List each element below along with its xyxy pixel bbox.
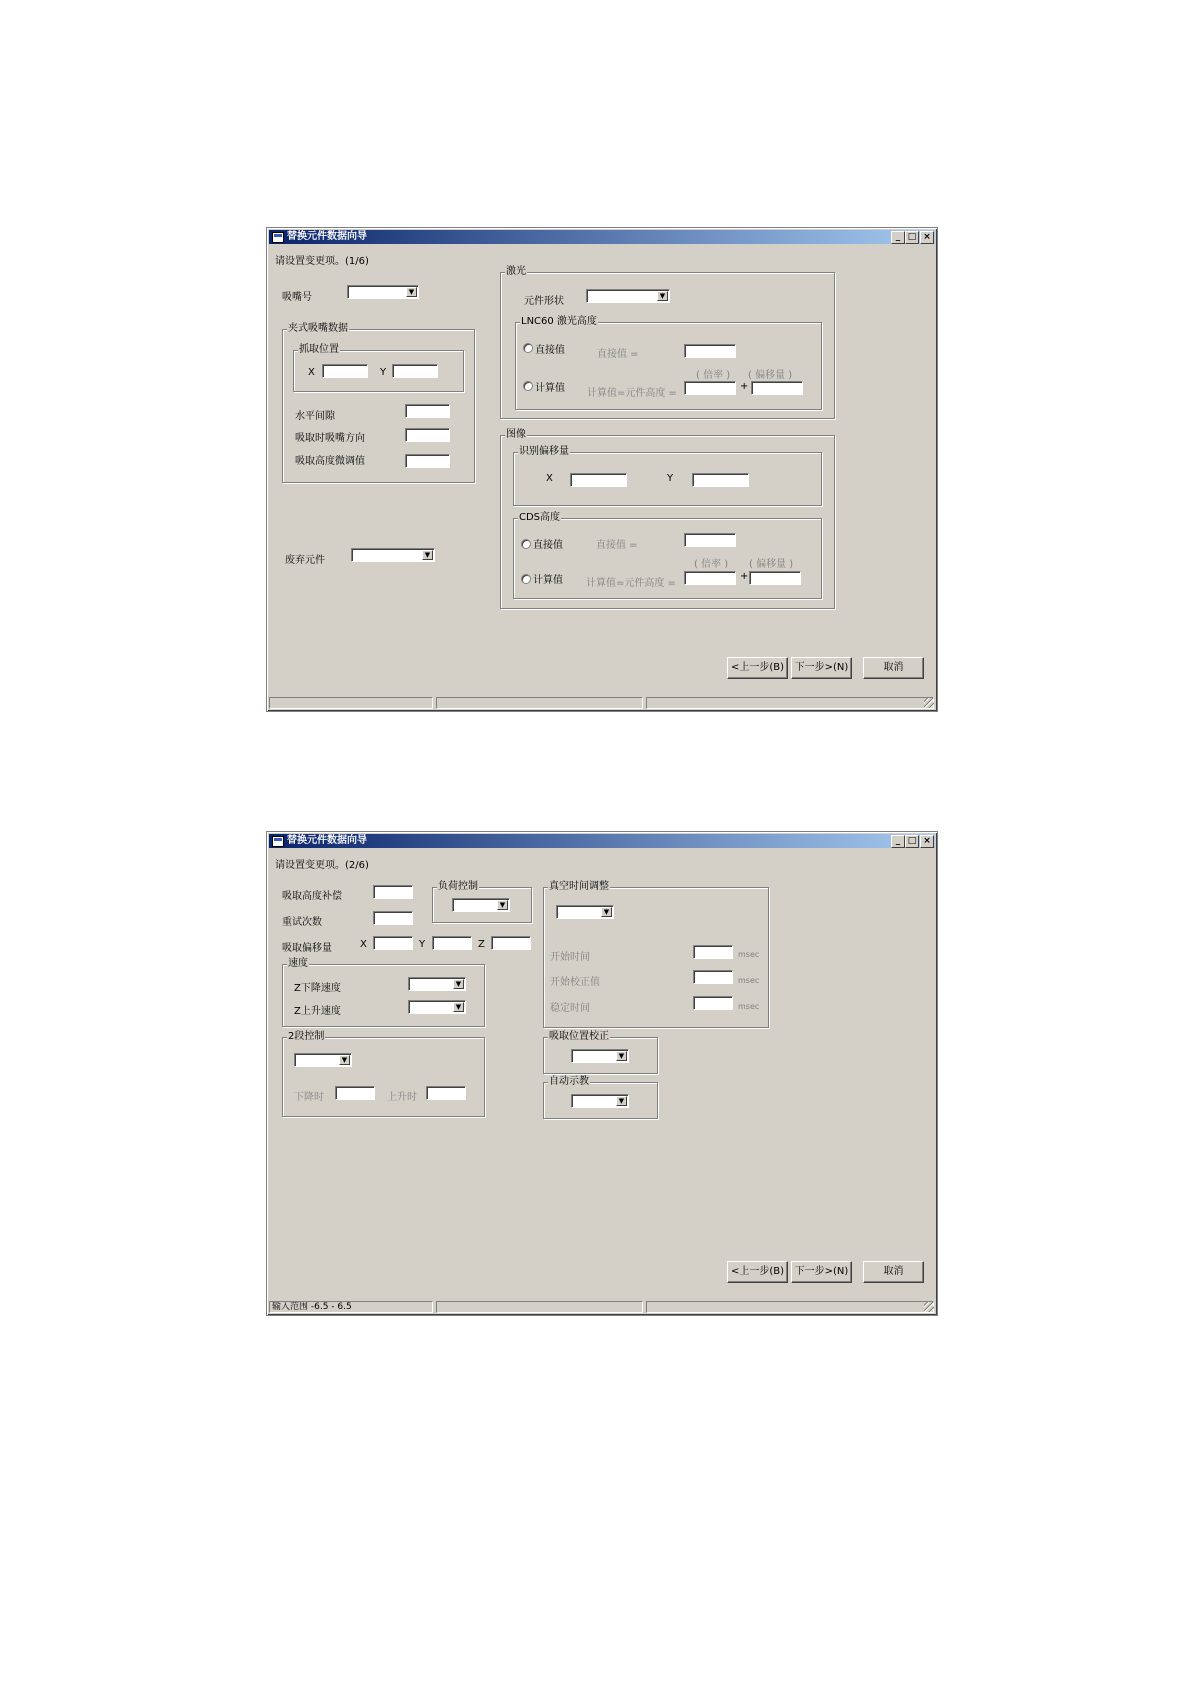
step-text: 请设置变更项。(2/6) [275, 860, 369, 871]
status-pane [436, 697, 643, 709]
offset-y-input[interactable] [692, 473, 749, 487]
load-control-select[interactable] [452, 898, 510, 912]
wizard-window-step1 [266, 227, 938, 712]
group-title: 吸取位置校正 [549, 1031, 609, 1042]
status-bar [269, 1301, 935, 1313]
chevron-down-icon[interactable]: ▼ [657, 291, 668, 301]
recognition-offset-group [513, 446, 822, 506]
offset-input[interactable] [751, 381, 803, 395]
rate-input[interactable] [684, 381, 736, 395]
y-label: Y [419, 939, 426, 950]
direct-value-input[interactable] [684, 533, 736, 547]
vacuum-time-group [543, 881, 769, 1028]
group-title: 激光 [506, 266, 526, 277]
two-stage-select[interactable] [294, 1053, 352, 1067]
chevron-down-icon[interactable]: ▼ [453, 979, 464, 989]
image-group [500, 429, 835, 609]
chevron-down-icon[interactable]: ▼ [453, 1002, 464, 1012]
direct-value-label: 直接值 = [597, 349, 639, 360]
group-title: 速度 [288, 958, 308, 969]
height-fine-tune-label: 吸取高度微调值 [295, 456, 365, 467]
calc-radio[interactable] [523, 381, 533, 391]
horizontal-gap-input[interactable] [405, 404, 450, 418]
offset-x-input[interactable] [570, 473, 627, 487]
next-button[interactable]: 下一步>(N) [791, 657, 852, 679]
offset-y-input[interactable] [432, 936, 472, 950]
status-bar [269, 697, 935, 709]
minimize-icon[interactable]: _ [891, 231, 905, 244]
chevron-down-icon[interactable]: ▼ [422, 550, 433, 560]
up-time-label: 上升时 [387, 1092, 417, 1103]
clamp-nozzle-group [282, 323, 475, 483]
chevron-down-icon[interactable]: ▼ [406, 287, 417, 297]
title-bar[interactable] [269, 834, 935, 848]
window-title: 替换元件数据向导 [287, 835, 367, 846]
retry-count-label: 重试次数 [282, 917, 322, 928]
group-title: CDS高度 [519, 512, 561, 523]
pickup-offset-label: 吸取偏移量 [282, 943, 332, 954]
vacuum-select[interactable] [556, 905, 614, 919]
group-title: 负荷控制 [438, 881, 478, 892]
direct-value-input[interactable] [684, 344, 736, 358]
group-title: 识别偏移量 [519, 446, 569, 457]
shape-select[interactable] [586, 289, 670, 303]
rate-input[interactable] [684, 571, 736, 585]
load-control-group [432, 881, 532, 923]
unit-label: msec [738, 1002, 760, 1011]
offset-z-input[interactable] [491, 936, 531, 950]
group-title: LNC60 激光高度 [521, 316, 597, 327]
horizontal-gap-label: 水平间隙 [295, 411, 335, 422]
pickup-correction-select[interactable] [571, 1049, 629, 1063]
direct-label: 直接值 [535, 345, 565, 356]
calc-label: 计算值 [533, 575, 563, 586]
auto-teach-select[interactable] [571, 1094, 629, 1108]
close-icon[interactable]: × [920, 231, 934, 244]
cds-height-group [513, 512, 822, 599]
group-title: 自动示教 [549, 1076, 589, 1087]
step-text: 请设置变更项。(1/6) [275, 256, 369, 267]
z-label: Z [478, 939, 485, 950]
pickup-height-comp-label: 吸取高度补偿 [282, 891, 342, 902]
lnc60-laser-height-group [515, 316, 822, 410]
group-title: 抓取位置 [299, 344, 339, 355]
status-pane: 输入范围 -6.5 - 6.5 [269, 1301, 433, 1313]
calc-radio[interactable] [521, 574, 531, 584]
auto-teach-group [543, 1076, 658, 1119]
status-pane [269, 697, 433, 709]
window-title: 替换元件数据向导 [287, 231, 367, 242]
unit-label: msec [738, 950, 760, 959]
direct-radio[interactable] [521, 539, 531, 549]
resize-grip-icon[interactable] [924, 1302, 934, 1312]
chevron-down-icon[interactable]: ▼ [339, 1055, 350, 1065]
group-title: 图像 [506, 429, 526, 440]
z-up-speed-select[interactable] [408, 1000, 466, 1014]
x-label: X [360, 939, 367, 950]
plus-label: + [740, 381, 749, 392]
hold-time-input[interactable] [693, 996, 733, 1010]
nozzle-label: 吸嘴号 [282, 292, 312, 303]
back-button[interactable]: <上一步(B) [727, 657, 788, 679]
status-pane [436, 1301, 643, 1313]
pickup-height-comp-input[interactable] [373, 885, 413, 899]
x-label: X [308, 367, 315, 378]
calc-label: 计算值 [535, 383, 565, 394]
close-icon[interactable]: × [920, 835, 934, 848]
group-title: 2段控制 [288, 1031, 325, 1042]
shape-label: 元件形状 [524, 296, 564, 307]
offset-x-input[interactable] [373, 936, 413, 950]
calc-formula-label: 计算值=元件高度 = [587, 388, 677, 399]
status-pane [646, 697, 934, 709]
y-label: Y [667, 473, 674, 484]
group-title: 夹式吸嘴数据 [288, 323, 348, 334]
cancel-button[interactable]: 取消 [863, 657, 924, 679]
start-correction-input[interactable] [693, 970, 733, 984]
up-time-input[interactable] [426, 1086, 466, 1100]
app-icon [272, 836, 284, 847]
down-time-input[interactable] [335, 1086, 375, 1100]
start-time-input[interactable] [693, 945, 733, 959]
two-stage-control-group [282, 1031, 485, 1117]
status-pane [646, 1301, 934, 1313]
resize-grip-icon[interactable] [924, 698, 934, 708]
maximize-icon[interactable]: □ [905, 835, 919, 848]
x-label: X [546, 473, 553, 484]
rate-label: ( 倍率 ) [696, 370, 731, 381]
minimize-icon[interactable]: _ [891, 835, 905, 848]
speed-group [282, 958, 485, 1027]
pickup-position-group [293, 344, 464, 392]
pickup-y-input[interactable] [392, 364, 438, 378]
offset-label: ( 偏移量 ) [748, 370, 793, 381]
rate-label: ( 倍率 ) [694, 559, 729, 570]
chevron-down-icon[interactable]: ▼ [497, 900, 508, 910]
calc-formula-label: 计算值=元件高度 = [586, 578, 676, 589]
laser-group [500, 266, 835, 419]
chevron-down-icon[interactable]: ▼ [616, 1096, 627, 1106]
discard-label: 废弃元件 [285, 555, 325, 566]
offset-input[interactable] [749, 571, 801, 585]
discard-select[interactable] [351, 548, 435, 562]
pickup-x-input[interactable] [322, 364, 368, 378]
offset-label: ( 偏移量 ) [749, 559, 794, 570]
y-label: Y [380, 367, 387, 378]
nozzle-select[interactable] [347, 285, 419, 299]
nozzle-direction-label: 吸取时吸嘴方向 [295, 433, 365, 444]
back-button[interactable]: <上一步(B) [727, 1261, 788, 1283]
retry-count-input[interactable] [373, 911, 413, 925]
chevron-down-icon[interactable]: ▼ [616, 1051, 627, 1061]
direct-radio[interactable] [523, 343, 533, 353]
wizard-window-step2 [266, 831, 938, 1316]
app-icon [272, 232, 284, 243]
maximize-icon[interactable]: □ [905, 231, 919, 244]
group-title: 真空时间调整 [549, 881, 609, 892]
hold-time-label: 稳定时间 [550, 1003, 590, 1014]
unit-label: msec [738, 976, 760, 985]
z-down-speed-label: Z下降速度 [294, 983, 341, 994]
plus-label: + [740, 571, 749, 582]
down-time-label: 下降时 [294, 1092, 324, 1103]
chevron-down-icon[interactable]: ▼ [601, 907, 612, 917]
direct-value-label: 直接值 = [596, 540, 638, 551]
height-fine-tune-input[interactable] [405, 454, 450, 468]
start-correction-label: 开始校正值 [550, 977, 600, 988]
pickup-correction-group [543, 1031, 658, 1074]
direct-label: 直接值 [533, 540, 563, 551]
cancel-button[interactable]: 取消 [863, 1261, 924, 1283]
title-bar[interactable] [269, 230, 935, 244]
z-up-speed-label: Z上升速度 [294, 1006, 341, 1017]
next-button[interactable]: 下一步>(N) [791, 1261, 852, 1283]
start-time-label: 开始时间 [550, 952, 590, 963]
z-down-speed-select[interactable] [408, 977, 466, 991]
nozzle-direction-input[interactable] [405, 428, 450, 442]
